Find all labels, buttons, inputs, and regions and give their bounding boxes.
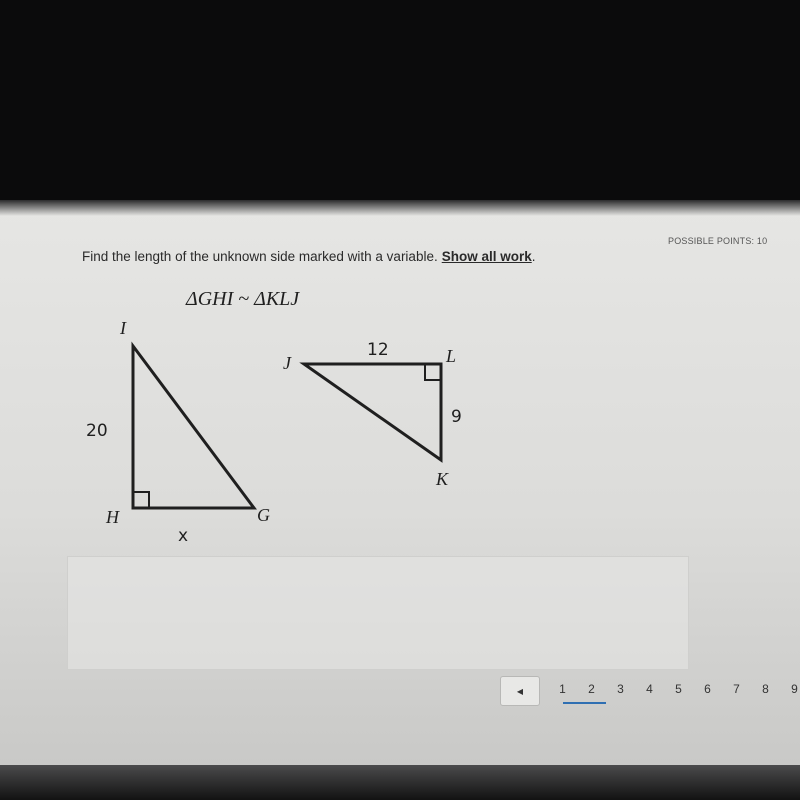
page-link-9[interactable]: 9 [791,682,798,696]
possible-points: POSSIBLE POINTS: 10 [668,236,768,246]
vertex-label-k: K [436,469,449,489]
vertex-label-h: H [106,507,119,527]
vertex-label-i: I [120,318,126,338]
vertex-label-g: G [257,505,270,525]
question-period: . [531,249,536,264]
page-link-6[interactable]: 6 [704,682,711,696]
bezel-bottom [0,765,800,800]
side-label-lk: 9 [451,407,462,427]
vertex-label-j: J [283,353,291,373]
page-link-7[interactable]: 7 [733,682,740,696]
side-label-hg: x [178,526,189,546]
page-link-4[interactable]: 4 [646,682,653,696]
page-link-2[interactable]: 2 [577,677,606,705]
vertex-label-l: L [446,346,457,366]
show-work-emphasis: Show all work [441,249,532,264]
question-pagination [500,676,800,706]
similarity-statement: ΔGHI ~ ΔKLJ [186,288,300,310]
caret-left-icon: ◀ [516,686,524,696]
right-angle-marker-l [425,364,441,380]
page-link-3[interactable]: 3 [617,682,624,696]
question-text: Find the length of the unknown side marked with a variable. [82,249,438,264]
previous-page-button[interactable] [500,676,540,706]
page-link-1[interactable]: 1 [559,682,566,696]
right-angle-marker-h [133,492,149,508]
triangle-klj [304,364,441,460]
page-link-8[interactable]: 8 [762,682,769,696]
side-label-ih: 20 [86,421,108,441]
side-label-jl: 12 [367,340,389,360]
triangle-ghi [133,346,254,508]
answer-input[interactable] [67,556,689,670]
page-link-5[interactable]: 5 [675,682,682,696]
